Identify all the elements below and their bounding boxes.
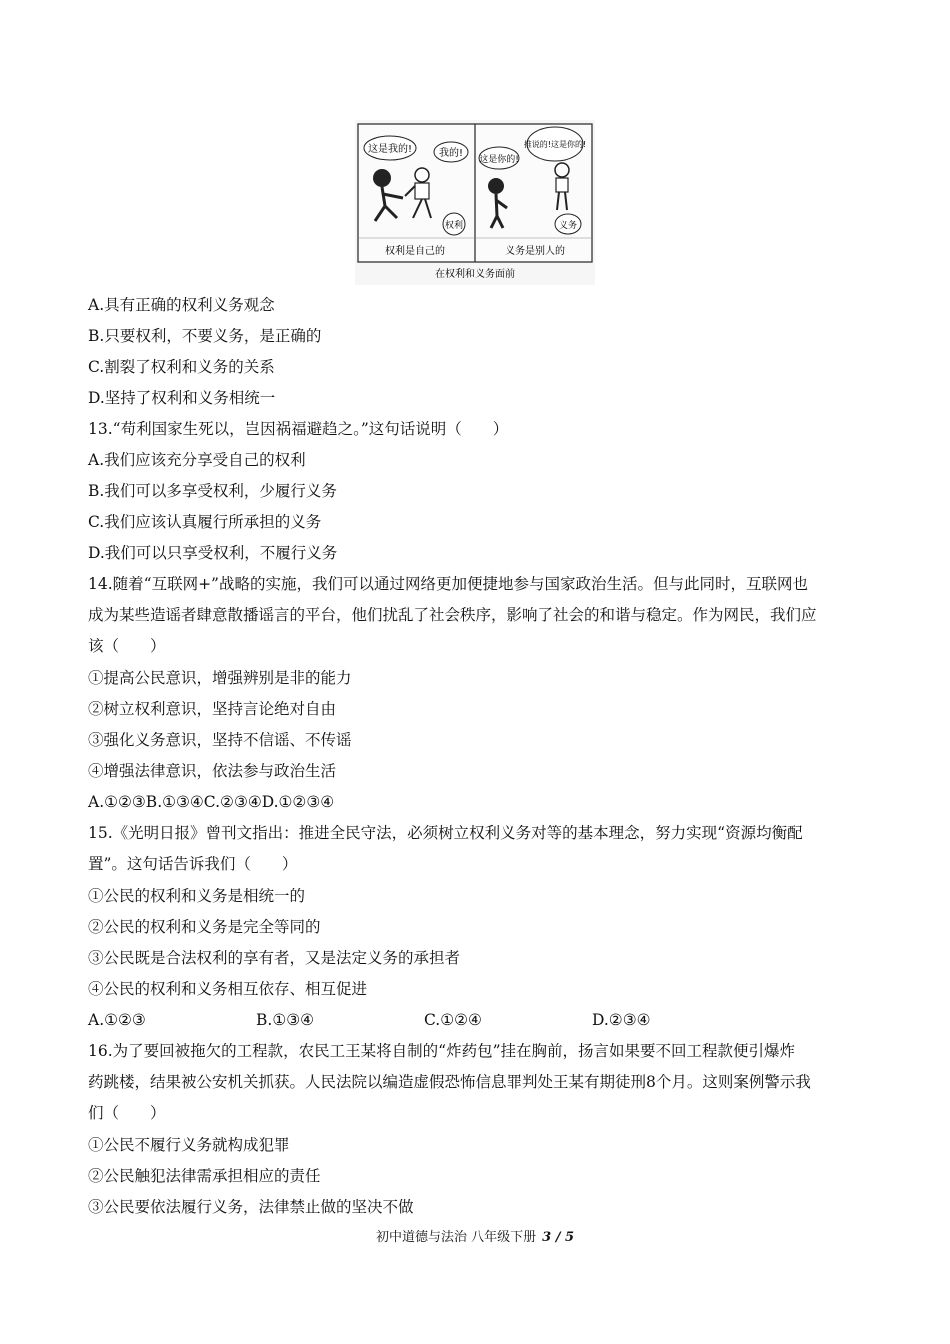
page-number: 3 / 5: [542, 1230, 575, 1245]
q15-stem-line-1: 15.《光明日报》曾刊文指出：推进全民守法，必须树立权利义务对等的基本理念，努力实现“资源均衡配: [88, 824, 803, 842]
cartoon-drawing: [355, 120, 595, 285]
q14-item-2: ②树立权利意识，坚持言论绝对自由: [88, 700, 337, 718]
q16-stem-line-3: 们（ ）: [88, 1104, 166, 1122]
q12-option-a: A.具有正确的权利义务观念: [88, 296, 275, 314]
q15-item-1: ①公民的权利和义务是相统一的: [88, 887, 306, 905]
bubble-text-4: 推说的!这是你的!: [523, 140, 587, 149]
q15-stem-line-2: 置”。这句话告诉我们（ ）: [88, 855, 298, 873]
footer-text: 初中道德与法治 八年级下册: [375, 1230, 537, 1245]
tag-rights: 权利: [444, 221, 464, 231]
q14-item-3: ③强化义务意识，坚持不信谣、不传谣: [88, 731, 352, 749]
q16-item-1: ①公民不履行义务就构成犯罪: [88, 1136, 290, 1154]
q16-item-3: ③公民要依法履行义务，法律禁止做的坚决不做: [88, 1198, 414, 1216]
panel-caption-right: 义务是别人的: [505, 246, 565, 257]
q15-choice-c: C.①②④: [424, 1011, 482, 1029]
q14-stem-line-1: 14.随着“互联网+”战略的实施，我们可以通过网络更加便捷地参与国家政治生活。但与此同时，互联网也: [88, 575, 808, 593]
q14-stem-line-3: 该（ ）: [88, 637, 166, 655]
q16-stem-line-1: 16.为了要回被拖欠的工程款，农民工王某将自制的“炸药包”挂在胸前，扬言如果要不回工程款便引爆炸: [88, 1042, 796, 1060]
q14-item-1: ①提高公民意识，增强辨别是非的能力: [88, 669, 352, 687]
q14-stem-line-2: 成为某些造谣者肆意散播谣言的平台，他们扰乱了社会秩序，影响了社会的和谐与稳定。作为网民，我们应: [88, 606, 817, 624]
page-footer: [0, 1226, 950, 1245]
q15-item-4: ④公民的权利和义务相互依存、相互促进: [88, 980, 368, 998]
q12-option-d: D.坚持了权利和义务相统一: [88, 389, 276, 407]
q14-choices: A.①②③B.①③④C.②③④D.①②③④: [88, 793, 335, 811]
q16-stem-line-2: 药跳楼，结果被公安机关抓获。人民法院以编造虚假恐怖信息罪判处王某有期徒刑8个月。这则案例警示我: [88, 1073, 811, 1091]
rights-duties-cartoon: [355, 120, 595, 285]
q15-choice-a: A.①②③: [88, 1011, 146, 1029]
q13-option-b: B.我们可以多享受权利，少履行义务: [88, 482, 337, 500]
bubble-text-2: 我的!: [438, 148, 464, 159]
q12-option-c: C.割裂了权利和义务的关系: [88, 358, 275, 376]
q13-option-c: C.我们应该认真履行所承担的义务: [88, 513, 322, 531]
tag-duties: 义务: [558, 221, 578, 231]
q12-option-b: B.只要权利，不要义务，是正确的: [88, 327, 322, 345]
q13-option-d: D.我们可以只享受权利，不履行义务: [88, 544, 338, 562]
q13-option-a: A.我们应该充分享受自己的权利: [88, 451, 306, 469]
q14-item-4: ④增强法律意识，依法参与政治生活: [88, 762, 337, 780]
q16-item-2: ②公民触犯法律需承担相应的责任: [88, 1167, 321, 1185]
bubble-text-3: 这是你的!: [479, 155, 519, 165]
q15-item-3: ③公民既是合法权利的享有者，又是法定义务的承担者: [88, 949, 461, 967]
q15-item-2: ②公民的权利和义务是完全等同的: [88, 918, 321, 936]
q15-choice-d: D.②③④: [592, 1011, 651, 1029]
q15-choices: [88, 1010, 760, 1030]
cartoon-caption: 在权利和义务面前: [435, 269, 515, 280]
q15-choice-b: B.①③④: [256, 1011, 315, 1029]
bubble-text-1: 这是我的!: [367, 144, 413, 155]
panel-caption-left: 权利是自己的: [385, 246, 445, 257]
q13-stem: 13.“苟利国家生死以，岂因祸福避趋之。”这句话说明（ ）: [88, 420, 509, 438]
